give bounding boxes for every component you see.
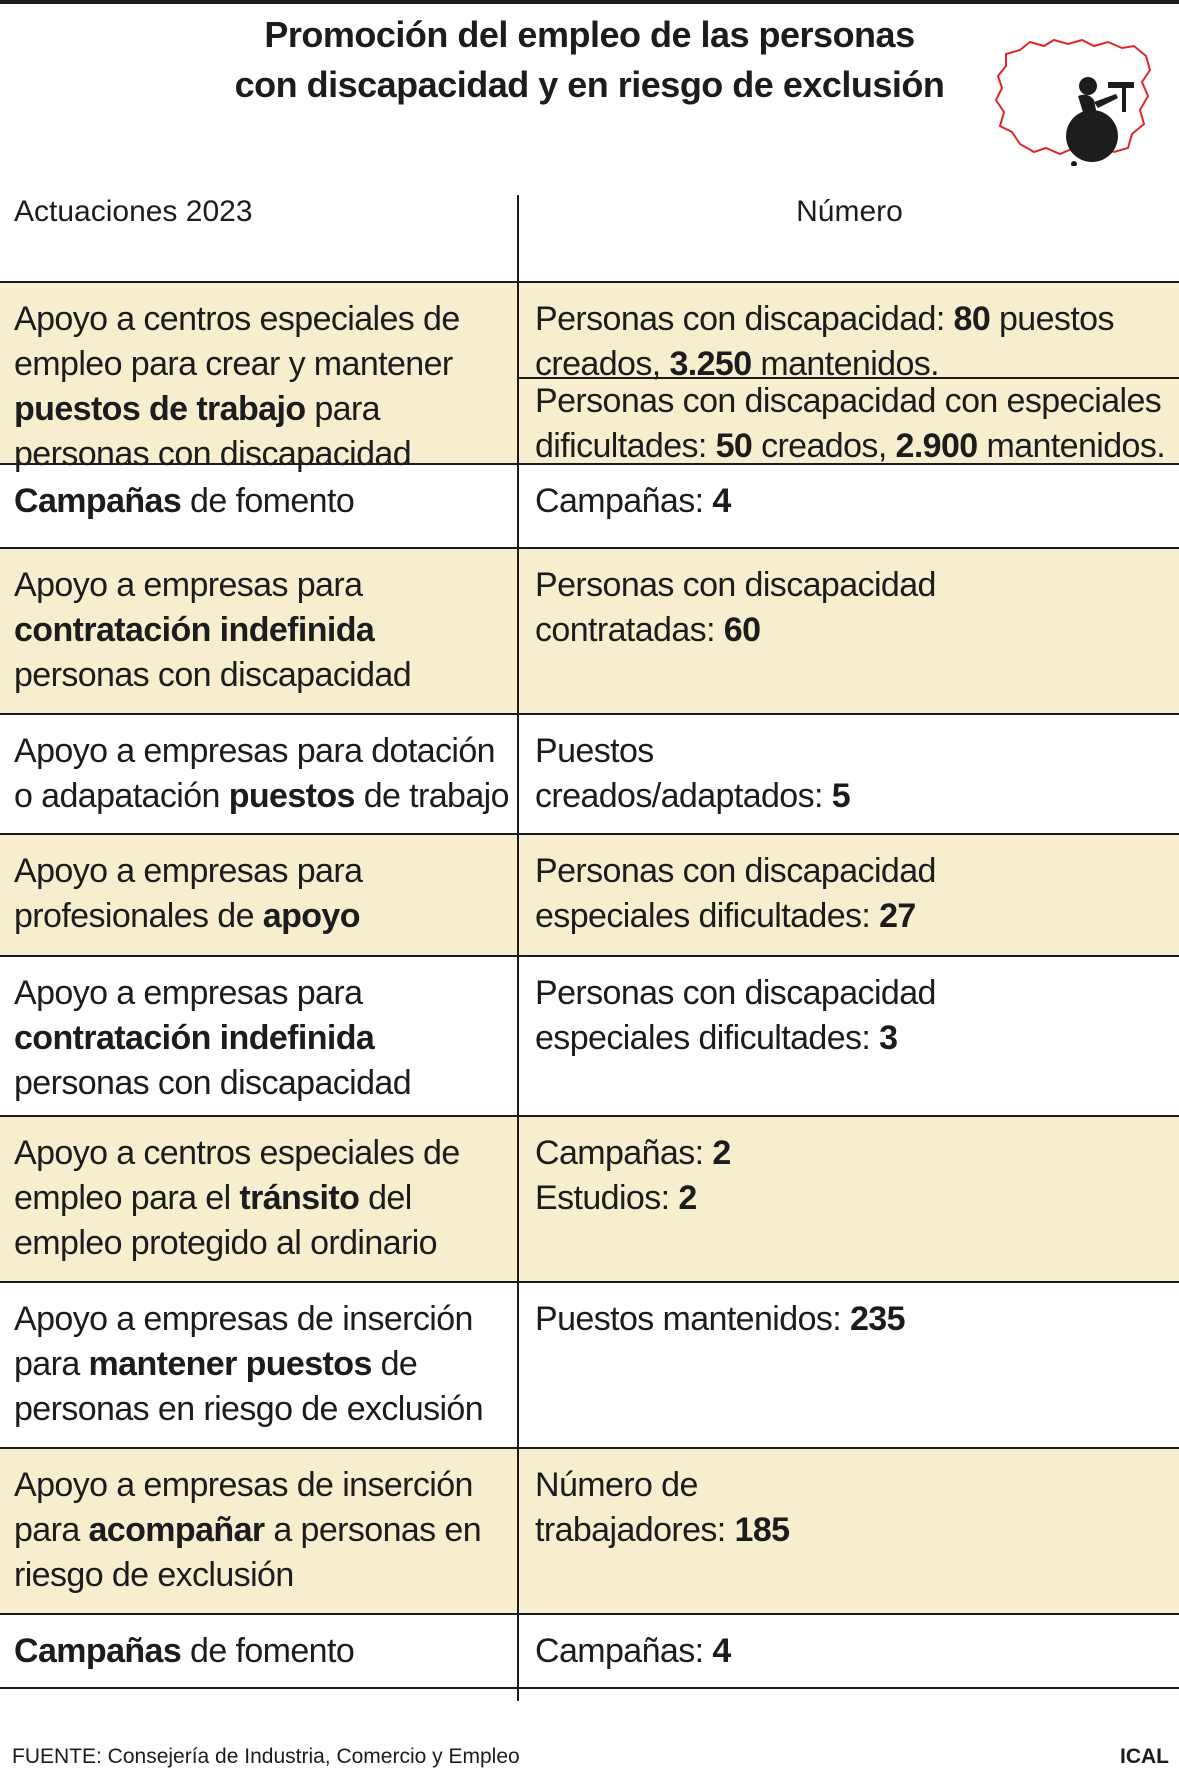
text-segment: o adapatación xyxy=(14,777,229,815)
text-segment: de fomento xyxy=(181,1632,355,1670)
cell-actuacion xyxy=(0,715,519,833)
cell-actuacion xyxy=(0,1283,519,1447)
text-segment: especiales dificultades: xyxy=(535,1019,880,1057)
table-row xyxy=(0,1615,1179,1689)
text-segment: Campañas: xyxy=(535,482,713,520)
text-segment: Personas con discapacidad xyxy=(535,974,936,1012)
cell-numero xyxy=(519,1449,1179,1613)
bold-text: Campañas xyxy=(14,1632,182,1670)
data-table xyxy=(0,195,1179,1689)
text-segment: Campañas: xyxy=(535,1632,713,1670)
text-line xyxy=(14,1221,511,1266)
text-segment: trabajadores: xyxy=(535,1511,735,1549)
text-segment: dificultades: xyxy=(535,427,716,465)
cell-actuacion xyxy=(0,283,519,473)
text-line xyxy=(535,849,1171,894)
text-line xyxy=(535,894,1171,939)
cell-actuacion xyxy=(0,835,519,955)
bold-text: 2.900 xyxy=(895,427,978,465)
text-segment: especiales dificultades: xyxy=(535,897,880,935)
text-segment: riesgo de exclusión xyxy=(14,1556,294,1594)
text-line xyxy=(14,653,511,698)
header-numero: Número xyxy=(796,195,903,228)
text-segment: personas en riesgo de exclusión xyxy=(14,1390,484,1428)
text-segment: para xyxy=(14,1345,89,1383)
text-line xyxy=(14,1297,511,1342)
text-segment: Apoyo a empresas para dotación xyxy=(14,732,495,770)
cell-actuacion xyxy=(0,465,519,547)
bold-text: contratación indefinida xyxy=(14,611,375,649)
text-segment: Estudios: xyxy=(535,1179,679,1217)
text-segment: Personas con discapacidad con especiales xyxy=(535,382,1162,420)
wheelchair-worker-map-icon xyxy=(990,36,1160,166)
text-segment: Apoyo a centros especiales de xyxy=(14,1134,460,1172)
text-line xyxy=(14,1629,511,1674)
text-segment: de fomento xyxy=(181,482,355,520)
text-line xyxy=(535,424,1171,469)
text-segment: Apoyo a empresas de inserción xyxy=(14,1300,473,1338)
text-segment: Personas con discapacidad xyxy=(535,566,936,604)
table-row xyxy=(0,283,1179,473)
bold-text: 5 xyxy=(831,777,851,815)
text-line xyxy=(535,1463,1171,1508)
text-line xyxy=(14,774,511,819)
cell-actuacion xyxy=(0,549,519,713)
bold-text: puestos xyxy=(228,777,355,815)
cell-numero xyxy=(519,715,1179,833)
cell-numero xyxy=(519,1615,1179,1687)
text-line xyxy=(535,563,1171,608)
cell-numero xyxy=(519,835,1179,955)
column-divider xyxy=(517,195,519,1701)
text-segment: empleo para el xyxy=(14,1179,240,1217)
table-row xyxy=(0,1449,1179,1615)
text-segment: para xyxy=(305,390,380,428)
text-line xyxy=(14,1131,511,1176)
text-line xyxy=(14,1463,511,1508)
text-line xyxy=(535,1176,1171,1221)
text-line xyxy=(14,608,511,653)
text-line xyxy=(14,1061,511,1106)
text-line xyxy=(14,342,511,387)
text-segment: empleo para crear y mantener xyxy=(14,345,453,383)
cell-numero xyxy=(519,1283,1179,1447)
text-segment: Apoyo a empresas para xyxy=(14,852,363,890)
bold-text: puestos de trabajo xyxy=(14,390,306,428)
bold-text: 2 xyxy=(678,1179,697,1217)
text-line xyxy=(535,297,1171,342)
text-line xyxy=(535,479,1171,524)
bold-text: 50 xyxy=(715,427,753,465)
title-line-2: con discapacidad y en riesgo de exclusión xyxy=(234,64,945,105)
header-actuaciones: Actuaciones 2023 xyxy=(14,195,253,228)
cell-numero-part xyxy=(519,377,1179,469)
cell-numero xyxy=(519,1117,1179,1281)
table-row xyxy=(0,1283,1179,1449)
bold-text: 2 xyxy=(712,1134,731,1172)
text-line xyxy=(535,774,1171,819)
cell-numero xyxy=(519,465,1179,547)
text-line xyxy=(14,894,511,939)
text-segment: Personas con discapacidad: xyxy=(535,300,954,338)
bold-text: 4 xyxy=(712,1632,731,1670)
text-line xyxy=(535,729,1171,774)
text-line xyxy=(535,1297,1171,1342)
top-rule xyxy=(0,0,1179,4)
text-segment: puestos xyxy=(990,300,1114,338)
text-segment: creados/adaptados: xyxy=(535,777,832,815)
text-line xyxy=(535,1016,1171,1061)
table-row xyxy=(0,549,1179,715)
table-header xyxy=(0,195,1179,283)
bold-text: tránsito xyxy=(239,1179,360,1217)
text-line xyxy=(535,608,1171,653)
text-line xyxy=(14,1387,511,1432)
bold-text: Campañas xyxy=(14,482,182,520)
text-segment: personas con discapacidad xyxy=(14,435,412,473)
cell-actuacion xyxy=(0,1117,519,1281)
table-row xyxy=(0,465,1179,549)
text-line xyxy=(14,971,511,1016)
cell-numero xyxy=(519,549,1179,713)
text-segment: creados, xyxy=(535,345,670,383)
cell-actuacion xyxy=(0,1615,519,1687)
bold-text: 3.250 xyxy=(669,345,752,383)
text-segment: Apoyo a empresas para xyxy=(14,974,363,1012)
text-segment: Número de xyxy=(535,1466,698,1504)
text-line xyxy=(535,1629,1171,1674)
title-line-1: Promoción del empleo de las personas xyxy=(264,14,915,55)
cell-actuacion xyxy=(0,957,519,1115)
text-segment: Apoyo a centros especiales de xyxy=(14,300,460,338)
text-segment: Apoyo a empresas de inserción xyxy=(14,1466,473,1504)
text-segment: Apoyo a empresas para xyxy=(14,566,363,604)
text-line xyxy=(14,1176,511,1221)
text-line xyxy=(14,1342,511,1387)
bold-text: 185 xyxy=(734,1511,790,1549)
bold-text: 27 xyxy=(879,897,916,935)
text-line xyxy=(14,297,511,342)
text-line xyxy=(535,971,1171,1016)
bold-text: acompañar xyxy=(88,1511,265,1549)
text-segment: de xyxy=(371,1345,418,1383)
bold-text: 80 xyxy=(953,300,991,338)
table-row xyxy=(0,957,1179,1117)
text-line xyxy=(14,563,511,608)
text-segment: Campañas: xyxy=(535,1134,713,1172)
bold-text: 3 xyxy=(879,1019,898,1057)
text-segment: Personas con discapacidad xyxy=(535,852,936,890)
cell-numero xyxy=(519,283,1179,463)
text-segment: Puestos xyxy=(535,732,654,770)
cell-numero xyxy=(519,957,1179,1115)
text-segment: empleo protegido al ordinario xyxy=(14,1224,437,1262)
text-segment: Puestos mantenidos: xyxy=(535,1300,850,1338)
cell-numero-part xyxy=(519,283,1179,383)
bold-text: mantener puestos xyxy=(88,1345,372,1383)
table-row xyxy=(0,835,1179,957)
text-segment: a personas en xyxy=(264,1511,482,1549)
table-row xyxy=(0,715,1179,835)
text-segment: profesionales de xyxy=(14,897,263,935)
text-segment: para xyxy=(14,1511,89,1549)
cell-actuacion xyxy=(0,1449,519,1613)
text-line xyxy=(535,379,1171,424)
text-segment: personas con discapacidad xyxy=(14,1064,412,1102)
bold-text: apoyo xyxy=(262,897,360,935)
bold-text: 4 xyxy=(712,482,731,520)
text-line xyxy=(14,387,511,432)
text-segment: mantenidos. xyxy=(751,345,940,383)
text-segment: mantenidos. xyxy=(977,427,1166,465)
text-line xyxy=(14,479,511,524)
text-segment: creados, xyxy=(752,427,896,465)
text-line xyxy=(14,729,511,774)
bold-text: 235 xyxy=(849,1300,905,1338)
text-line xyxy=(14,849,511,894)
text-line xyxy=(535,1131,1171,1176)
text-line xyxy=(14,1016,511,1061)
agency-credit: ICAL xyxy=(1120,1745,1169,1768)
bold-text: 60 xyxy=(723,611,761,649)
text-line xyxy=(14,1508,511,1553)
text-line xyxy=(535,1508,1171,1553)
text-segment: personas con discapacidad xyxy=(14,656,412,694)
text-line xyxy=(14,1553,511,1598)
source-note: FUENTE: Consejería de Industria, Comercio y Empleo xyxy=(12,1745,520,1768)
text-segment: del xyxy=(359,1179,412,1217)
text-segment: contratadas: xyxy=(535,611,724,649)
table-row xyxy=(0,1117,1179,1283)
bold-text: contratación indefinida xyxy=(14,1019,375,1057)
text-segment: de trabajo xyxy=(354,777,509,815)
